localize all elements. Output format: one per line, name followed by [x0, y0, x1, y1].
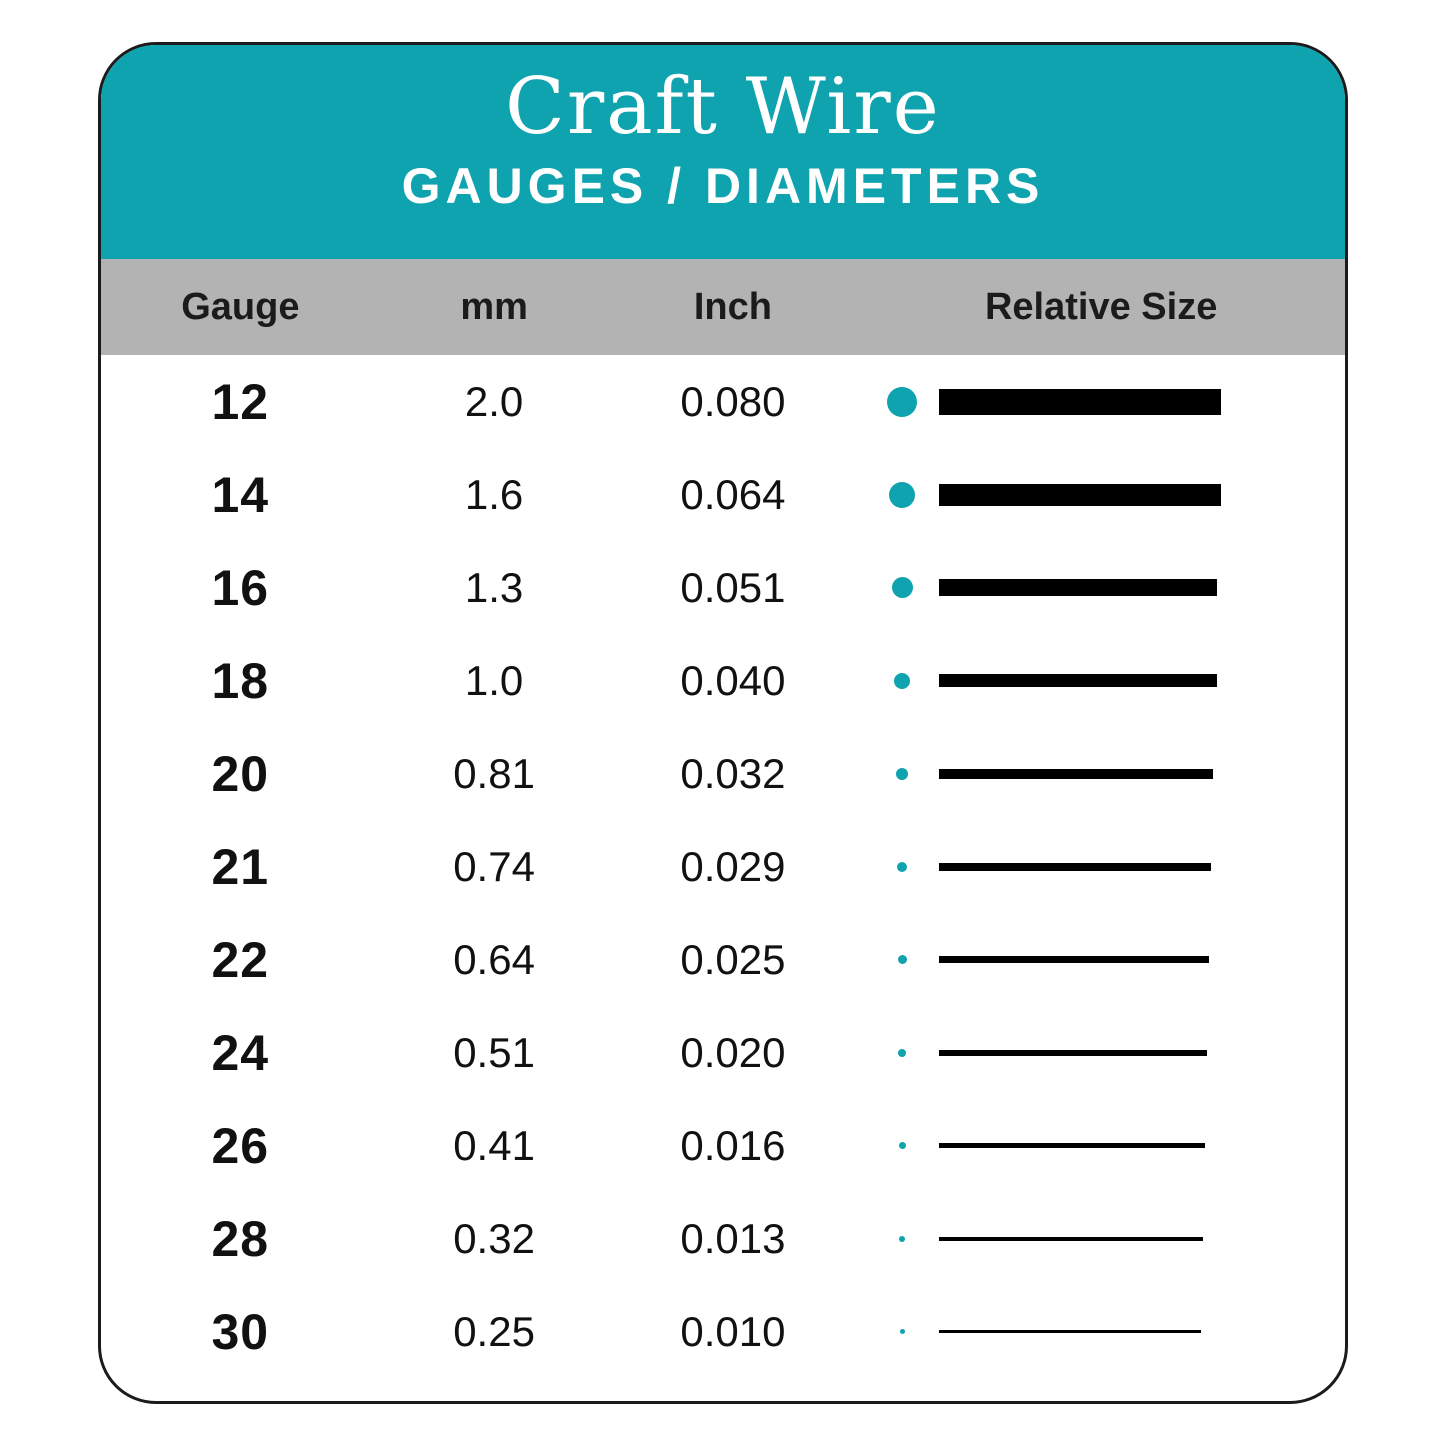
wire-length-bar-slot — [939, 484, 1345, 506]
cell-inch: 0.020 — [680, 1028, 786, 1076]
cell-inch: 0.032 — [680, 749, 786, 797]
table-column-header-row — [101, 259, 1345, 355]
card-title: Craft Wire — [505, 62, 941, 152]
wire-thickness-bar-icon — [939, 1237, 1203, 1241]
wire-length-bar-slot — [939, 674, 1345, 687]
table-row — [101, 1099, 1345, 1192]
wire-cross-section-dot-icon — [892, 577, 913, 598]
wire-thickness-bar-icon — [939, 484, 1221, 506]
wire-cross-section-dot-icon — [887, 387, 917, 417]
wire-length-bar-slot — [939, 1050, 1345, 1056]
cell-relative-size — [857, 673, 1345, 689]
cell-inch: 0.064 — [680, 470, 786, 518]
cell-relative-size — [857, 768, 1345, 780]
wire-cross-section-dot-slot — [865, 768, 939, 780]
wire-thickness-bar-icon — [939, 863, 1211, 871]
cell-relative-size — [857, 482, 1345, 508]
wire-cross-section-dot-icon — [898, 1049, 906, 1057]
cell-inch: 0.051 — [680, 563, 786, 611]
cell-gauge: 16 — [211, 559, 270, 616]
column-header-gauge: Gauge — [181, 285, 300, 328]
cell-relative-size — [857, 577, 1345, 598]
table-row — [101, 820, 1345, 913]
wire-length-bar-slot — [939, 1237, 1345, 1241]
cell-relative-size — [857, 955, 1345, 964]
wire-cross-section-dot-icon — [900, 1329, 905, 1334]
wire-length-bar-slot — [939, 1143, 1345, 1148]
cell-gauge: 18 — [211, 652, 270, 709]
wire-cross-section-dot-slot — [865, 1142, 939, 1149]
cell-mm: 0.25 — [453, 1307, 535, 1355]
wire-length-bar-slot — [939, 389, 1345, 415]
cell-gauge: 26 — [211, 1117, 270, 1174]
wire-cross-section-dot-icon — [898, 955, 907, 964]
wire-length-bar-slot — [939, 863, 1345, 871]
wire-cross-section-dot-slot — [865, 482, 939, 508]
table-row — [101, 1285, 1345, 1378]
cell-gauge: 12 — [211, 373, 270, 430]
cell-inch: 0.040 — [680, 656, 786, 704]
cell-gauge: 14 — [211, 466, 270, 523]
wire-cross-section-dot-slot — [865, 1329, 939, 1334]
wire-length-bar-slot — [939, 579, 1345, 596]
wire-thickness-bar-icon — [939, 674, 1217, 687]
cell-mm: 2.0 — [464, 377, 524, 425]
cell-mm: 0.64 — [453, 935, 535, 983]
cell-mm: 1.6 — [464, 470, 524, 518]
table-row — [101, 913, 1345, 1006]
wire-cross-section-dot-slot — [865, 577, 939, 598]
cell-gauge: 24 — [211, 1024, 270, 1081]
wire-thickness-bar-icon — [939, 1143, 1205, 1148]
table-row — [101, 1006, 1345, 1099]
wire-cross-section-dot-slot — [865, 862, 939, 872]
wire-cross-section-dot-slot — [865, 387, 939, 417]
cell-relative-size — [857, 1142, 1345, 1149]
cell-inch: 0.013 — [680, 1214, 786, 1262]
cell-relative-size — [857, 862, 1345, 872]
cell-inch: 0.016 — [680, 1121, 786, 1169]
table-row — [101, 355, 1345, 448]
wire-cross-section-dot-slot — [865, 1236, 939, 1242]
cell-mm: 0.51 — [453, 1028, 535, 1076]
table-row — [101, 1192, 1345, 1285]
wire-thickness-bar-icon — [939, 769, 1213, 779]
cell-gauge: 22 — [211, 931, 270, 988]
table-row — [101, 541, 1345, 634]
cell-mm: 1.0 — [464, 656, 524, 704]
cell-gauge: 21 — [211, 838, 270, 895]
cell-relative-size — [857, 1329, 1345, 1334]
table-row — [101, 634, 1345, 727]
column-header-relative-size: Relative Size — [984, 285, 1218, 328]
cell-mm: 0.74 — [453, 842, 535, 890]
cell-inch: 0.025 — [680, 935, 786, 983]
wire-length-bar-slot — [939, 956, 1345, 963]
wire-thickness-bar-icon — [939, 956, 1209, 963]
cell-relative-size — [857, 1236, 1345, 1242]
wire-cross-section-dot-icon — [899, 1236, 905, 1242]
column-header-inch: Inch — [693, 285, 772, 328]
cell-inch: 0.029 — [680, 842, 786, 890]
wire-cross-section-dot-slot — [865, 955, 939, 964]
column-header-mm: mm — [460, 285, 528, 328]
cell-relative-size — [857, 1049, 1345, 1057]
table-row — [101, 448, 1345, 541]
cell-mm: 0.32 — [453, 1214, 535, 1262]
wire-cross-section-dot-slot — [865, 673, 939, 689]
cell-inch: 0.080 — [680, 377, 786, 425]
wire-thickness-bar-icon — [939, 1050, 1207, 1056]
wire-thickness-bar-icon — [939, 1330, 1201, 1333]
card-subtitle: GAUGES / DIAMETERS — [401, 157, 1045, 214]
wire-length-bar-slot — [939, 1330, 1345, 1333]
wire-cross-section-dot-slot — [865, 1049, 939, 1057]
craft-wire-gauge-card — [98, 42, 1348, 1404]
table-body — [101, 355, 1345, 1378]
cell-mm: 1.3 — [464, 563, 524, 611]
cell-mm: 0.41 — [453, 1121, 535, 1169]
wire-cross-section-dot-icon — [889, 482, 915, 508]
cell-mm: 0.81 — [453, 749, 535, 797]
cell-inch: 0.010 — [680, 1307, 786, 1355]
cell-gauge: 28 — [211, 1210, 270, 1267]
wire-cross-section-dot-icon — [896, 768, 908, 780]
wire-thickness-bar-icon — [939, 389, 1221, 415]
cell-relative-size — [857, 387, 1345, 417]
wire-thickness-bar-icon — [939, 579, 1217, 596]
cell-gauge: 30 — [211, 1303, 270, 1360]
wire-cross-section-dot-icon — [897, 862, 907, 872]
wire-cross-section-dot-icon — [894, 673, 910, 689]
cell-gauge: 20 — [211, 745, 270, 802]
card-header — [101, 45, 1345, 259]
wire-length-bar-slot — [939, 769, 1345, 779]
table-row — [101, 727, 1345, 820]
wire-cross-section-dot-icon — [899, 1142, 906, 1149]
